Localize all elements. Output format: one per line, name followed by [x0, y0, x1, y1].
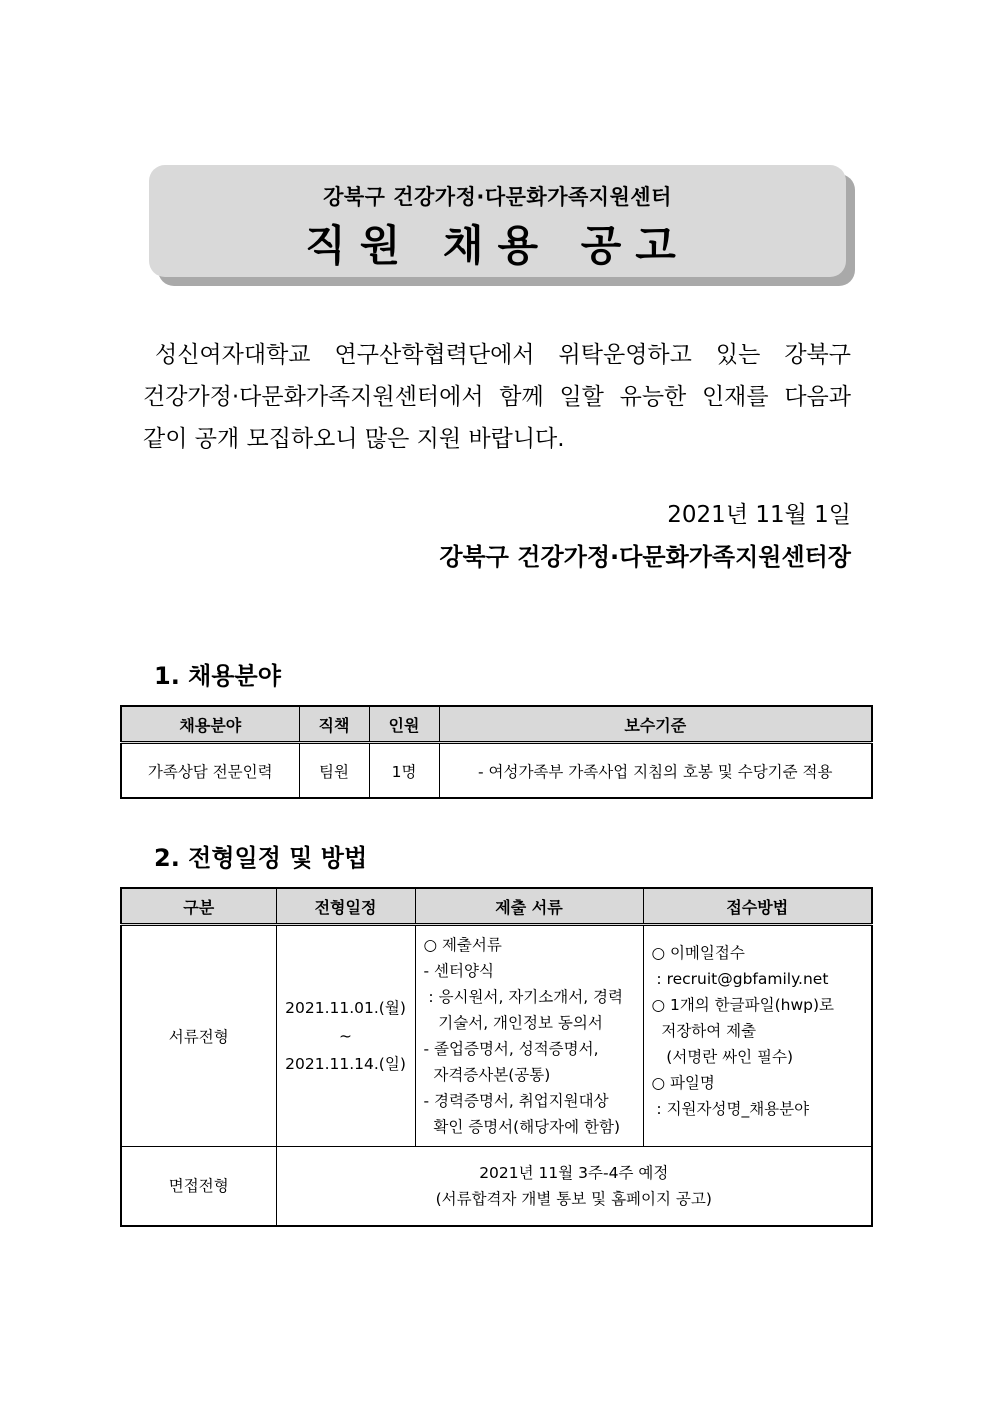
- section-title-schedule-method: 2. 전형일정 및 방법: [154, 844, 368, 872]
- submission-line: : recruit@gbfamily.net: [651, 970, 829, 988]
- section-title-recruitment-field: 1. 채용분야: [154, 662, 281, 690]
- schedule-line: ~: [339, 1027, 352, 1045]
- column-header: 보수기준: [439, 706, 872, 743]
- table-row: [121, 743, 872, 799]
- submission-line: ○ 파일명: [651, 1074, 715, 1092]
- column-header: 구분: [121, 888, 276, 925]
- intro-line: 성신여자대학교 연구산학협력단에서 위탁운영하고 있는 강북구: [155, 342, 851, 368]
- document-line: 기술서, 개인정보 동의서: [423, 1014, 603, 1032]
- table-row: [121, 925, 872, 1147]
- submission-cell: [643, 925, 872, 1147]
- column-header: 접수방법: [643, 888, 872, 925]
- column-header: 전형일정: [276, 888, 415, 925]
- document-line: - 경력증명서, 취업지원대상: [423, 1092, 609, 1110]
- page-title: 직원 채용 공고: [305, 221, 690, 270]
- table-header-row: [121, 888, 872, 925]
- document-line: - 센터양식: [423, 962, 494, 980]
- document-line: 자격증사본(공통): [423, 1066, 551, 1084]
- org-subtitle: 강북구 건강가정·다문화가족지원센터: [323, 185, 672, 209]
- schedule-method-table: [120, 887, 873, 1227]
- interview-line: (서류합격자 개별 통보 및 홈페이지 공고): [435, 1190, 712, 1208]
- table-cell: 1명: [369, 743, 439, 799]
- table-header-row: [121, 706, 872, 743]
- signer: 강북구 건강가정·다문화가족지원센터장: [439, 543, 851, 571]
- schedule-cell: [276, 925, 415, 1147]
- document-line: : 응시원서, 자기소개서, 경력: [423, 988, 623, 1006]
- table-cell: 가족상담 전문인력: [121, 743, 299, 799]
- recruitment-field-table: [120, 705, 873, 799]
- documents-cell: [415, 925, 643, 1147]
- document-line: ○ 제출서류: [423, 936, 502, 954]
- schedule-line: 2021.11.01.(월): [285, 999, 406, 1017]
- intro-line: 같이 공개 모집하오니 많은 지원 바랍니다.: [143, 426, 565, 452]
- schedule-line: 2021.11.14.(일): [285, 1055, 406, 1073]
- column-header: 제출 서류: [415, 888, 643, 925]
- column-header: 직책: [299, 706, 369, 743]
- submission-line: ○ 이메일접수: [651, 944, 745, 962]
- stage-label: 면접전형: [121, 1147, 276, 1227]
- interview-line: 2021년 11월 3주-4주 예정: [479, 1164, 669, 1182]
- table-cell: - 여성가족부 가족사업 지침의 호봉 및 수당기준 적용: [439, 743, 872, 799]
- submission-line: : 지원자성명_채용분야: [651, 1100, 810, 1118]
- submission-line: (서명란 싸인 필수): [651, 1048, 794, 1066]
- table-row: [121, 1147, 872, 1227]
- title-banner: [149, 165, 846, 277]
- document-line: - 졸업증명서, 성적증명서,: [423, 1040, 599, 1058]
- table-cell: 팀원: [299, 743, 369, 799]
- document-line: 확인 증명서(해당자에 한함): [423, 1118, 621, 1136]
- submission-line: ○ 1개의 한글파일(hwp)로: [651, 996, 834, 1014]
- column-header: 채용분야: [121, 706, 299, 743]
- column-header: 인원: [369, 706, 439, 743]
- submission-line: 저장하여 제출: [651, 1022, 757, 1040]
- intro-paragraph: [143, 334, 851, 460]
- stage-label: 서류전형: [121, 925, 276, 1147]
- announcement-date: 2021년 11월 1일: [667, 502, 851, 528]
- intro-line: 건강가정·다문화가족지원센터에서 함께 일할 유능한 인재를 다음과: [143, 384, 851, 410]
- interview-details-cell: [276, 1147, 872, 1227]
